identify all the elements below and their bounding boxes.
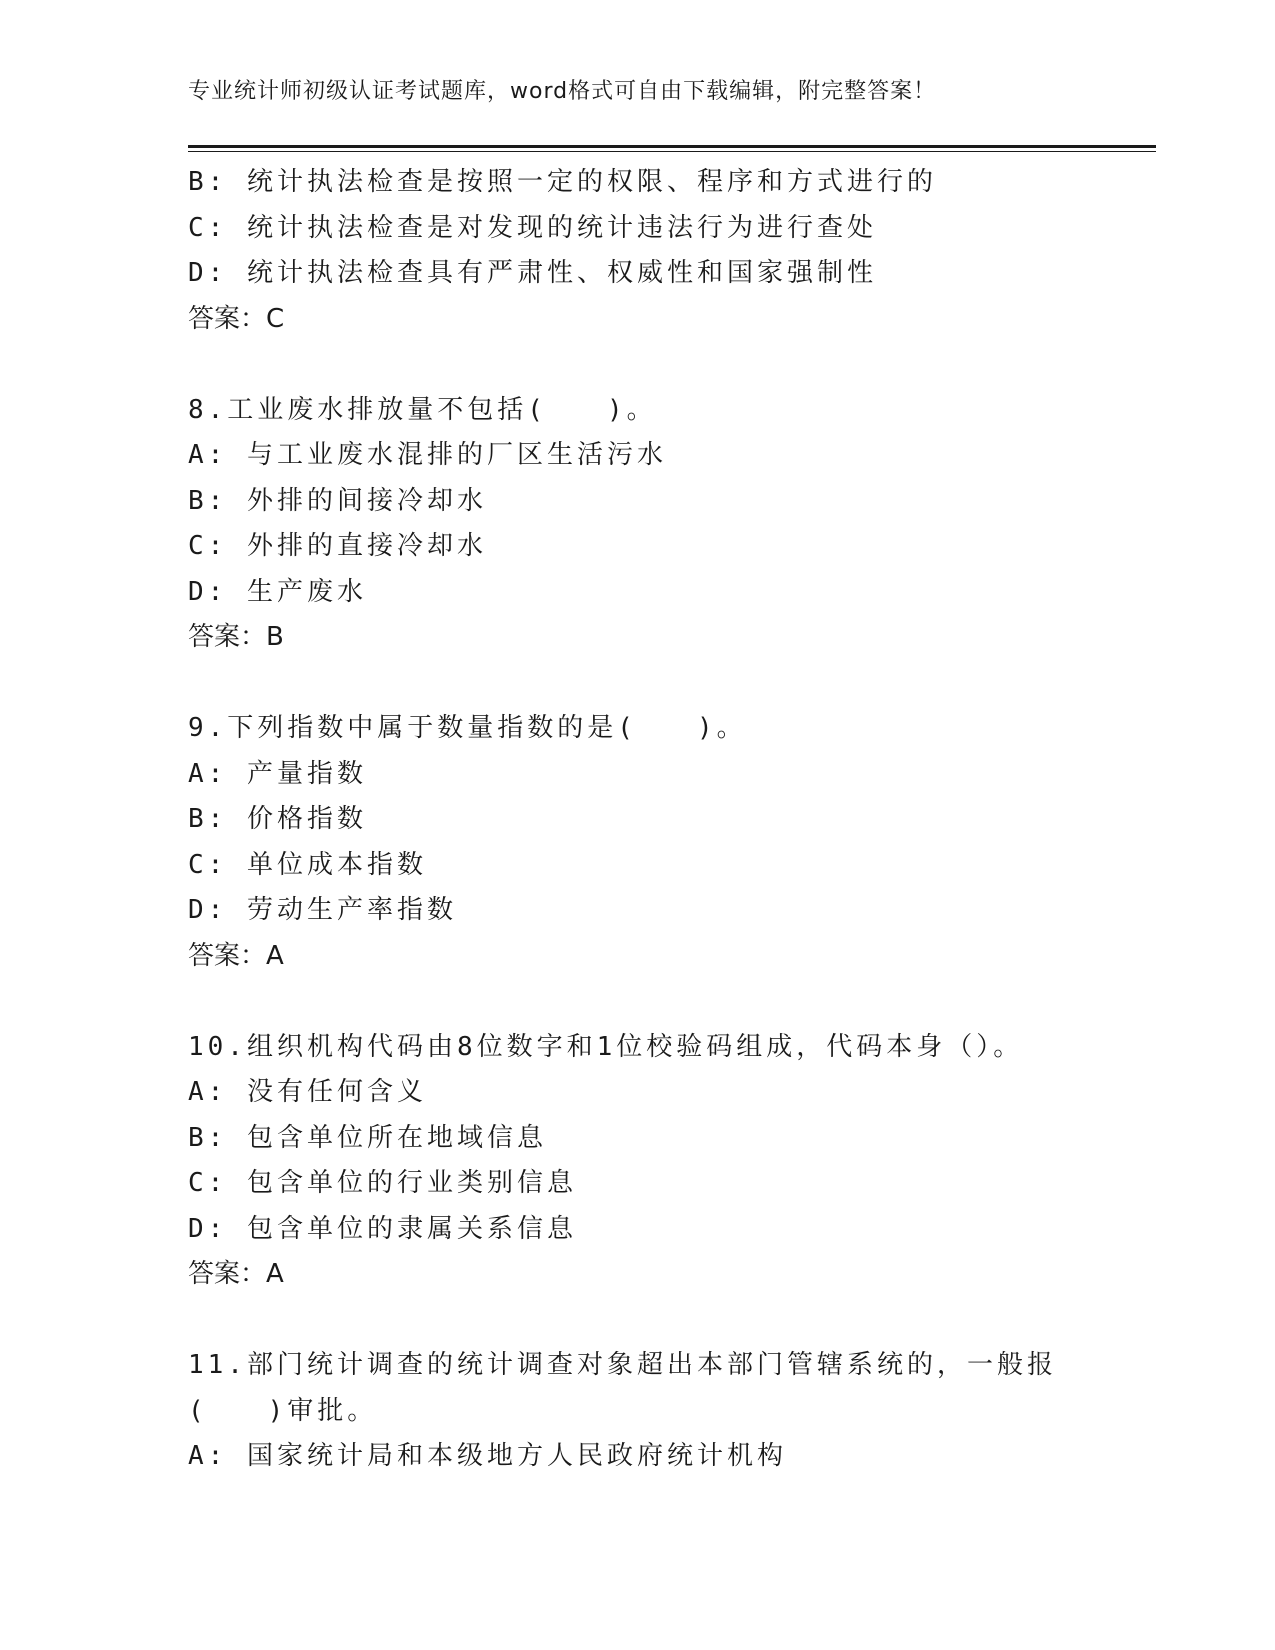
option-b: B: 统计执法检查是按照一定的权限、程序和方式进行的	[188, 167, 937, 197]
question-text: 9.下列指数中属于数量指数的是( )。	[188, 713, 747, 743]
question-11	[188, 1343, 1148, 1480]
answer: 答案：C	[188, 303, 285, 334]
option-a: A: 没有任何含义	[188, 1077, 427, 1107]
option-d: D: 生产废水	[188, 576, 367, 607]
option-b: B: 外排的间接冷却水	[188, 485, 487, 516]
question-8	[188, 388, 1148, 661]
spacer	[188, 342, 1148, 388]
question-text: 8.工业废水排放量不包括( )。	[188, 394, 657, 425]
answer: 答案：A	[188, 1259, 284, 1289]
option-a: A: 国家统计局和本级地方人民政府统计机构	[188, 1441, 787, 1471]
option-c: C: 统计执法检查是对发现的统计违法行为进行查处	[188, 212, 877, 243]
option-a: A: 与工业废水混排的厂区生活污水	[188, 440, 667, 470]
header-rule-thin	[188, 151, 1156, 152]
option-d: D: 统计执法检查具有严肃性、权威性和国家强制性	[188, 258, 877, 288]
option-c: C: 包含单位的行业类别信息	[188, 1168, 577, 1198]
spacer	[188, 1298, 1148, 1344]
question-text-line-1: 11.部门统计调查的统计调查对象超出本部门管辖系统的，一般报	[188, 1350, 1057, 1380]
option-c: C: 单位成本指数	[188, 849, 427, 880]
header-rule-thick	[188, 145, 1156, 148]
answer: 答案：B	[188, 622, 284, 652]
question-text: 10.组织机构代码由8位数字和1位校验码组成，代码本身（）。	[188, 1031, 1024, 1062]
question-9	[188, 706, 1148, 979]
page-header: 专业统计师初级认证考试题库，word格式可自由下载编辑，附完整答案！	[188, 79, 937, 104]
option-b: B: 价格指数	[188, 804, 367, 834]
question-list	[188, 160, 1148, 1480]
question-7	[188, 160, 1148, 342]
question-10	[188, 1025, 1148, 1298]
spacer	[188, 661, 1148, 707]
spacer	[188, 979, 1148, 1025]
option-d: D: 包含单位的隶属关系信息	[188, 1213, 577, 1244]
answer: 答案：A	[188, 940, 284, 971]
question-text-line-2: ( )审批。	[188, 1395, 378, 1426]
option-c: C: 外排的直接冷却水	[188, 531, 487, 561]
option-a: A: 产量指数	[188, 758, 367, 789]
option-b: B: 包含单位所在地域信息	[188, 1122, 547, 1153]
option-d: D: 劳动生产率指数	[188, 895, 457, 925]
